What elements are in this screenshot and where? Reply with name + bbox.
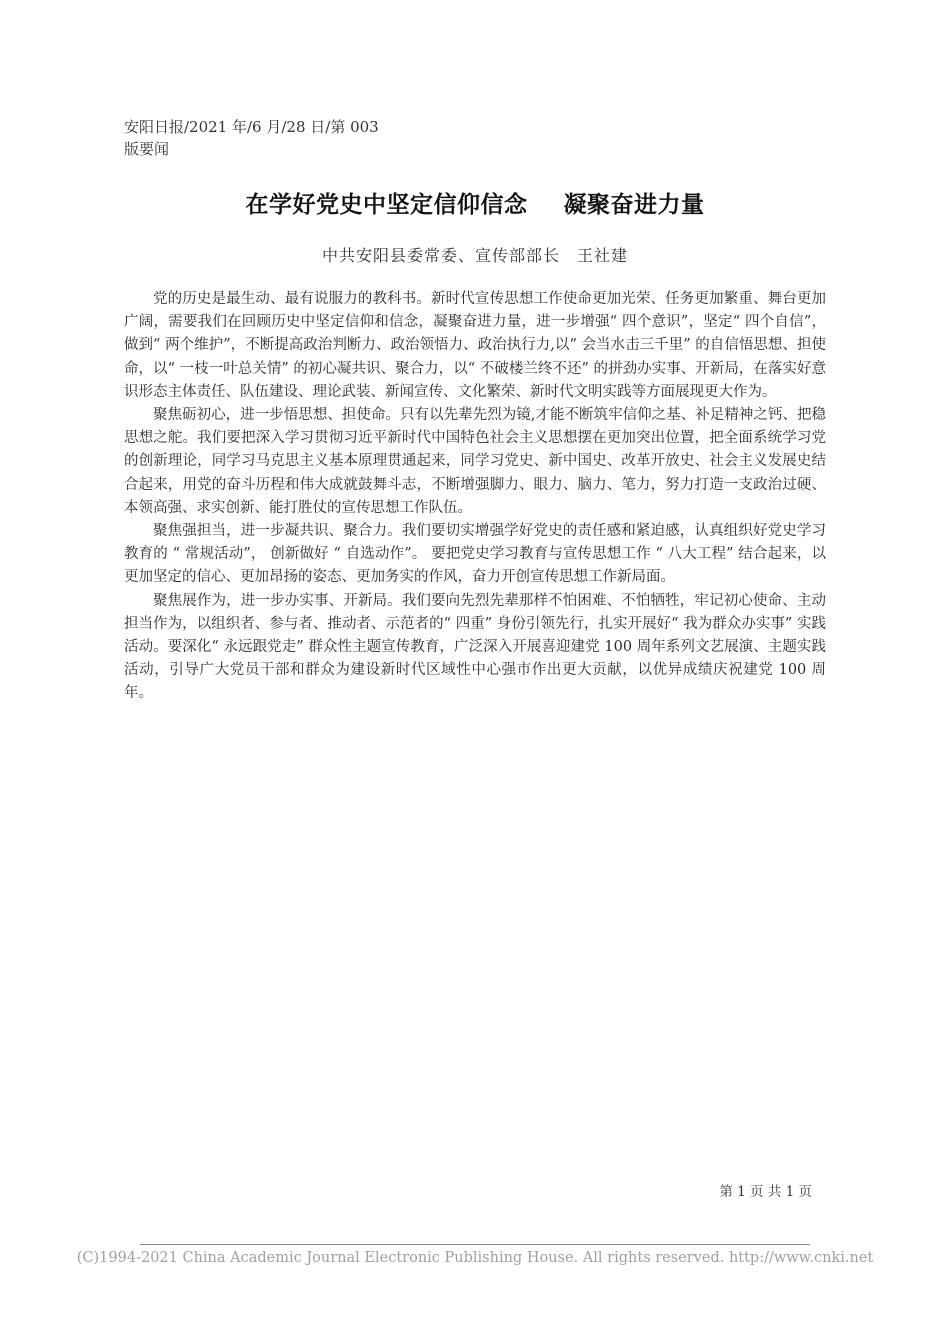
source-info	[124, 116, 379, 160]
paragraph-4: 聚焦展作为，进一步办实事、开新局。我们要向先烈先辈那样不怕困难、不怕牺牲，牢记初心使命、主动担当作为，以组织者、参与者、推动者、示范者的“ 四重” 身份引领先行，扎实开展好“ 我为群众办实事” 实践活动。要深化“ 永远跟党走” 群众性主题宣传教育，广泛深入开展喜迎建党 100 周年系列文艺展演、主题实践活动，引导广大党员干部和群众为建设新时代区域性中心强市作出更大贡献，以优异成绩庆祝建党 100 周年。	[124, 592, 826, 702]
footer-divider	[140, 1244, 810, 1245]
page-number: 第 1 页 共 1 页	[719, 1184, 812, 1200]
paragraph-1: 党的历史是最生动、最有说服力的教科书。新时代宣传思想工作使命更加光荣、任务更加繁重、舞台更加广阔，需要我们在回顾历史中坚定信仰和信念，凝聚奋进力量，进一步增强“ 四个意识”，坚定“ 四个自信”，做到“ 两个维护”，不断提高政治判断力、政治领悟力、政治执行力,以“ 会当水击三千里” 的自信悟思想、担使命，以“ 一枝一叶总关情” 的初心凝共识、聚合力，以“ 不破楼兰终不还” 的拼劲办实事、开新局，在落实好意识形态主体责任、队伍建设、理论武装、新闻宣传、文化繁荣、新时代文明实践等方面展现更大作为。	[124, 291, 826, 400]
copyright-notice: (C)1994-2021 China Academic Journal Electronic Publishing House. All rights reserved. http://www.cnki.net	[76, 1250, 874, 1266]
section-label: 版要闻	[124, 140, 170, 158]
article-title-main: 在学好党史中坚定信仰信念	[245, 192, 528, 218]
article-body	[124, 288, 826, 706]
author-byline: 中共安阳县委常委、宣传部部长 王社建	[321, 246, 628, 265]
paragraph-3: 聚焦强担当，进一步凝共识、聚合力。我们要切实增强学好党史的责任感和紧迫感，认真组织好党史学习教育的 “ 常规活动”， 创新做好 “ 自选动作”。 要把党史学习教育与宣传思想工作 “ 八大工程” 结合起来，以更加坚定的信心、更加昂扬的姿态、更加务实的作风，奋力开创宣传思想工作新局面。	[124, 523, 826, 586]
article-title-sub: 凝聚奋进力量	[563, 192, 705, 218]
source-line: 安阳日报/2021 年/6 月/28 日/第 003	[124, 118, 379, 136]
article-title	[0, 186, 950, 219]
paragraph-2: 聚焦砺初心，进一步悟思想、担使命。只有以先辈先烈为镜,才能不断筑牢信仰之基、补足精神之钙、把稳思想之舵。我们要把深入学习贯彻习近平新时代中国特色社会主义思想摆在更加突出位置，把全面系统学习党的创新理论，同学习马克思主义基本原理贯通起来，同学习党史、新中国史、改革开放史、社会主义发展史结合起来，用党的奋斗历程和伟大成就鼓舞斗志，不断增强脚力、眼力、脑力、笔力，努力打造一支政治过硬、本领高强、求实创新、能打胜仗的宣传思想工作队伍。	[124, 407, 826, 516]
